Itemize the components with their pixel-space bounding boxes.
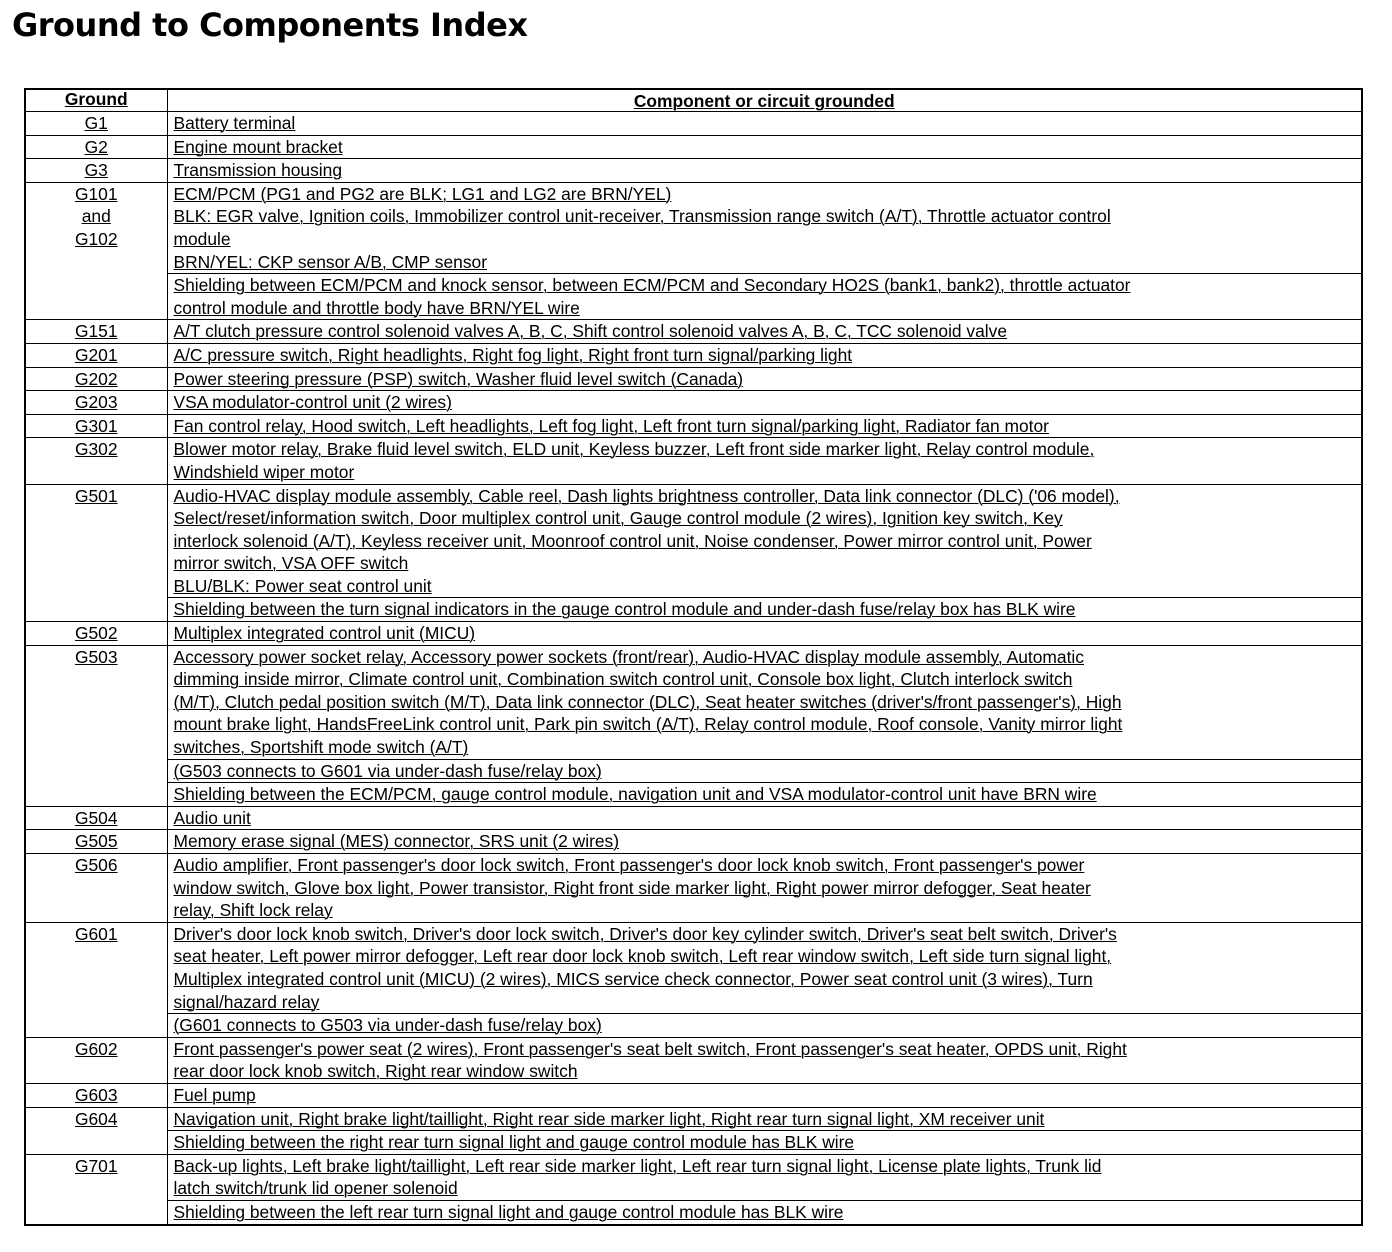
ground-id-text: G503 (74, 646, 118, 667)
ground-id-cell (25, 854, 167, 923)
component-cell (167, 135, 1362, 159)
component-cell (167, 438, 1362, 484)
table-row (25, 320, 1362, 344)
ground-id-cell (25, 1037, 167, 1083)
component-text-line: Accessory power socket relay, Accessory power sockets (front/rear), Audio-HVAC display module assembly, Automatic (173, 646, 1084, 667)
component-text-line: (G601 connects to G503 via under-dash fuse/relay box) (173, 1015, 602, 1036)
component-text-line: interlock solenoid (A/T), Keyless receiver unit, Moonroof control unit, Noise condenser, Power mirror control unit, Power (173, 530, 1092, 551)
component-text-line: Navigation unit, Right brake light/taillight, Right rear side marker light, Right rear turn signal light, XM receiver unit (173, 1108, 1045, 1129)
component-text-line: Shielding between the left rear turn signal light and gauge control module has BLK wire (173, 1201, 844, 1222)
table-row (25, 622, 1362, 646)
table-row (25, 484, 1362, 598)
component-text-line: Back-up lights, Left brake light/taillight, Left rear side marker light, Left rear turn signal light, License plate lights, Trunk lid (173, 1155, 1102, 1176)
ground-index-table (24, 88, 1363, 1226)
component-text-line: Audio amplifier, Front passenger's door lock switch, Front passenger's door lock knob switch, Front passenger's power (173, 855, 1085, 875)
ground-id-text: G604 (74, 1108, 118, 1129)
table-row-continuation (25, 783, 1362, 807)
component-cell (167, 1107, 1362, 1131)
ground-id-text: G201 (74, 344, 118, 365)
ground-id-cell (25, 1083, 167, 1107)
table-row (25, 112, 1362, 136)
component-text-line: Shielding between ECM/PCM and knock sensor, between ECM/PCM and Secondary HO2S (bank1, bank2), throttle actuator (173, 275, 1131, 296)
ground-id-text: G601 (74, 923, 118, 944)
table-row (25, 343, 1362, 367)
component-cell (167, 1131, 1362, 1155)
component-text-line: Multiplex integrated control unit (MICU) (2 wires), MICS service check connector, Power seat control unit (3 wires), Turn (173, 968, 1093, 989)
ground-id-text: G102 (74, 228, 118, 249)
ground-id-cell (25, 438, 167, 484)
component-cell (167, 598, 1362, 622)
component-cell (167, 830, 1362, 854)
table-row (25, 438, 1362, 484)
component-text-line: dimming inside mirror, Climate control unit, Combination switch control unit, Console box light, Clutch interlock switch (173, 669, 1073, 690)
ground-id-cell (25, 922, 167, 1037)
component-cell (167, 622, 1362, 646)
component-text-line: latch switch/trunk lid opener solenoid (173, 1178, 458, 1199)
component-text-line: ECM/PCM (PG1 and PG2 are BLK; LG1 and LG2 are BRN/YEL) (173, 183, 672, 204)
ground-id-cell (25, 484, 167, 622)
component-text-line: Memory erase signal (MES) connector, SRS unit (2 wires) (173, 831, 620, 852)
table-row (25, 367, 1362, 391)
component-cell (167, 414, 1362, 438)
component-cell (167, 182, 1362, 273)
component-cell (167, 645, 1362, 759)
component-cell (167, 159, 1362, 183)
ground-id-text: G301 (74, 415, 118, 436)
component-text-line: VSA modulator-control unit (2 wires) (173, 392, 452, 413)
component-text-line: Fan control relay, Hood switch, Left headlights, Left fog light, Left front turn signal/parking light, Radiator fan motor (173, 415, 1049, 436)
component-text-line: Windshield wiper motor (173, 461, 355, 482)
ground-id-cell (25, 135, 167, 159)
ground-id-text: G603 (74, 1084, 118, 1105)
component-cell (167, 391, 1362, 415)
table-row (25, 159, 1362, 183)
component-cell (167, 112, 1362, 136)
component-text-line: Blower motor relay, Brake fluid level switch, ELD unit, Keyless buzzer, Left front side marker light, Relay control module, (173, 439, 1095, 460)
ground-id-text: G505 (74, 831, 118, 852)
component-text-line: window switch, Glove box light, Power transistor, Right front side marker light, Right power mirror defogger, Seat heater (173, 877, 1091, 898)
ground-id-text: G602 (74, 1038, 118, 1059)
component-cell (167, 806, 1362, 830)
ground-id-cell (25, 391, 167, 415)
ground-id-cell (25, 320, 167, 344)
component-text-line: Select/reset/information switch, Door multiplex control unit, Gauge control module (2 wires), Ignition key switch, Key (173, 508, 1063, 529)
component-cell (167, 274, 1362, 320)
ground-id-text: G504 (74, 807, 118, 828)
component-cell (167, 854, 1362, 923)
component-text-line: mirror switch, VSA OFF switch (173, 553, 409, 574)
ground-id-cell (25, 1107, 167, 1154)
ground-id-cell (25, 806, 167, 830)
component-text-line: signal/hazard relay (173, 991, 320, 1012)
ground-id-cell (25, 343, 167, 367)
component-text-line: Fuel pump (173, 1084, 256, 1105)
component-cell (167, 783, 1362, 807)
ground-id-cell (25, 367, 167, 391)
component-text-line: Multiplex integrated control unit (MICU) (173, 623, 476, 644)
column-header-component: Component or circuit grounded (167, 89, 1362, 112)
table-row-continuation (25, 274, 1362, 320)
table-row (25, 645, 1362, 759)
table-row (25, 1083, 1362, 1107)
component-cell (167, 343, 1362, 367)
ground-id-text: G701 (74, 1155, 118, 1176)
component-text-line: rear door lock knob switch, Right rear window switch (173, 1061, 578, 1082)
table-row (25, 1107, 1362, 1131)
component-text-line: Shielding between the turn signal indicators in the gauge control module and under-dash fuse/relay box has BLK wire (173, 599, 1076, 620)
page-title: Ground to Components Index (12, 6, 528, 44)
table-row-continuation (25, 1131, 1362, 1155)
table-row-continuation (25, 598, 1362, 622)
component-cell (167, 1014, 1362, 1038)
component-cell (167, 1154, 1362, 1200)
ground-id-cell (25, 159, 167, 183)
column-header-ground: Ground (25, 89, 167, 112)
component-text-line: relay, Shift lock relay (173, 900, 333, 921)
ground-id-cell (25, 112, 167, 136)
ground-id-text: G2 (84, 136, 108, 157)
ground-id-text: G501 (74, 485, 118, 506)
table-row (25, 854, 1362, 923)
ground-id-text: G506 (74, 855, 118, 875)
component-text-line: Audio-HVAC display module assembly, Cable reel, Dash lights brightness controller, Data link connector (DLC) ('06 model), (173, 485, 1120, 506)
component-text-line: Front passenger's power seat (2 wires), Front passenger's seat belt switch, Front passenger's seat heater, OPDS unit, Right (173, 1038, 1127, 1059)
table-row (25, 182, 1362, 273)
table-row-continuation (25, 1200, 1362, 1224)
table-row (25, 830, 1362, 854)
component-text-line: Driver's door lock knob switch, Driver's door lock switch, Driver's door key cylinder switch, Driver's seat belt switch, Driver's (173, 923, 1117, 944)
table-row (25, 922, 1362, 1013)
component-text-line: Shielding between the right rear turn signal light and gauge control module has BLK wire (173, 1132, 855, 1153)
component-text-line: Engine mount bracket (173, 136, 343, 157)
component-text-line: Shielding between the ECM/PCM, gauge control module, navigation unit and VSA modulator-control unit have BRN wire (173, 784, 1097, 805)
component-text-line: seat heater, Left power mirror defogger, Left rear door lock knob switch, Left rear window switch, Left side turn signal light, (173, 946, 1112, 967)
ground-id-text: G151 (74, 321, 118, 342)
component-cell (167, 320, 1362, 344)
component-text-line: switches, Sportshift mode switch (A/T) (173, 737, 469, 758)
component-cell (167, 922, 1362, 1013)
ground-id-text: G3 (84, 160, 108, 181)
component-cell (167, 367, 1362, 391)
component-text-line: Transmission housing (173, 160, 343, 181)
component-text-line: control module and throttle body have BRN/YEL wire (173, 297, 580, 318)
component-text-line: BLU/BLK: Power seat control unit (173, 575, 432, 596)
component-cell (167, 1037, 1362, 1083)
ground-id-text: and (81, 206, 111, 227)
ground-id-text: G302 (74, 439, 118, 460)
ground-id-text: G502 (74, 623, 118, 644)
component-text-line: A/T clutch pressure control solenoid valves A, B, C, Shift control solenoid valves A, B, C, TCC solenoid valve (173, 321, 1008, 342)
table-row (25, 414, 1362, 438)
table-row (25, 135, 1362, 159)
table-row (25, 391, 1362, 415)
table-row (25, 1037, 1362, 1083)
table-row (25, 1154, 1362, 1200)
ground-id-cell (25, 414, 167, 438)
ground-id-cell (25, 182, 167, 320)
ground-id-text: G1 (84, 113, 108, 133)
component-text-line: mount brake light, HandsFreeLink control unit, Park pin switch (A/T), Relay control module, Roof console, Vanity mirror light (173, 714, 1123, 735)
component-text-line: BLK: EGR valve, Ignition coils, Immobilizer control unit-receiver, Transmission range switch (A/T), Throttle actuator control (173, 206, 1111, 227)
table-header-row (25, 89, 1362, 112)
component-text-line: Power steering pressure (PSP) switch, Washer fluid level switch (Canada) (173, 368, 744, 389)
component-cell (167, 484, 1362, 598)
component-text-line: module (173, 228, 231, 249)
component-cell (167, 1083, 1362, 1107)
table-body (25, 112, 1362, 1225)
component-cell (167, 1200, 1362, 1224)
table-row-continuation (25, 1014, 1362, 1038)
ground-id-cell (25, 645, 167, 806)
ground-id-text: G101 (74, 183, 118, 204)
ground-id-text: G203 (74, 392, 118, 413)
ground-id-cell (25, 622, 167, 646)
component-text-line: (G503 connects to G601 via under-dash fuse/relay box) (173, 760, 602, 781)
component-text-line: Audio unit (173, 807, 251, 828)
ground-id-cell (25, 830, 167, 854)
component-text-line: A/C pressure switch, Right headlights, Right fog light, Right front turn signal/parking light (173, 344, 853, 365)
table-row-continuation (25, 759, 1362, 783)
component-cell (167, 759, 1362, 783)
table-row (25, 806, 1362, 830)
ground-id-cell (25, 1154, 167, 1224)
component-text-line: (M/T), Clutch pedal position switch (M/T), Data link connector (DLC), Seat heater switches (driver's/front passenger's), High (173, 691, 1122, 712)
ground-id-text: G202 (74, 368, 118, 389)
component-text-line: BRN/YEL: CKP sensor A/B, CMP sensor (173, 251, 487, 272)
component-text-line: Battery terminal (173, 113, 296, 133)
